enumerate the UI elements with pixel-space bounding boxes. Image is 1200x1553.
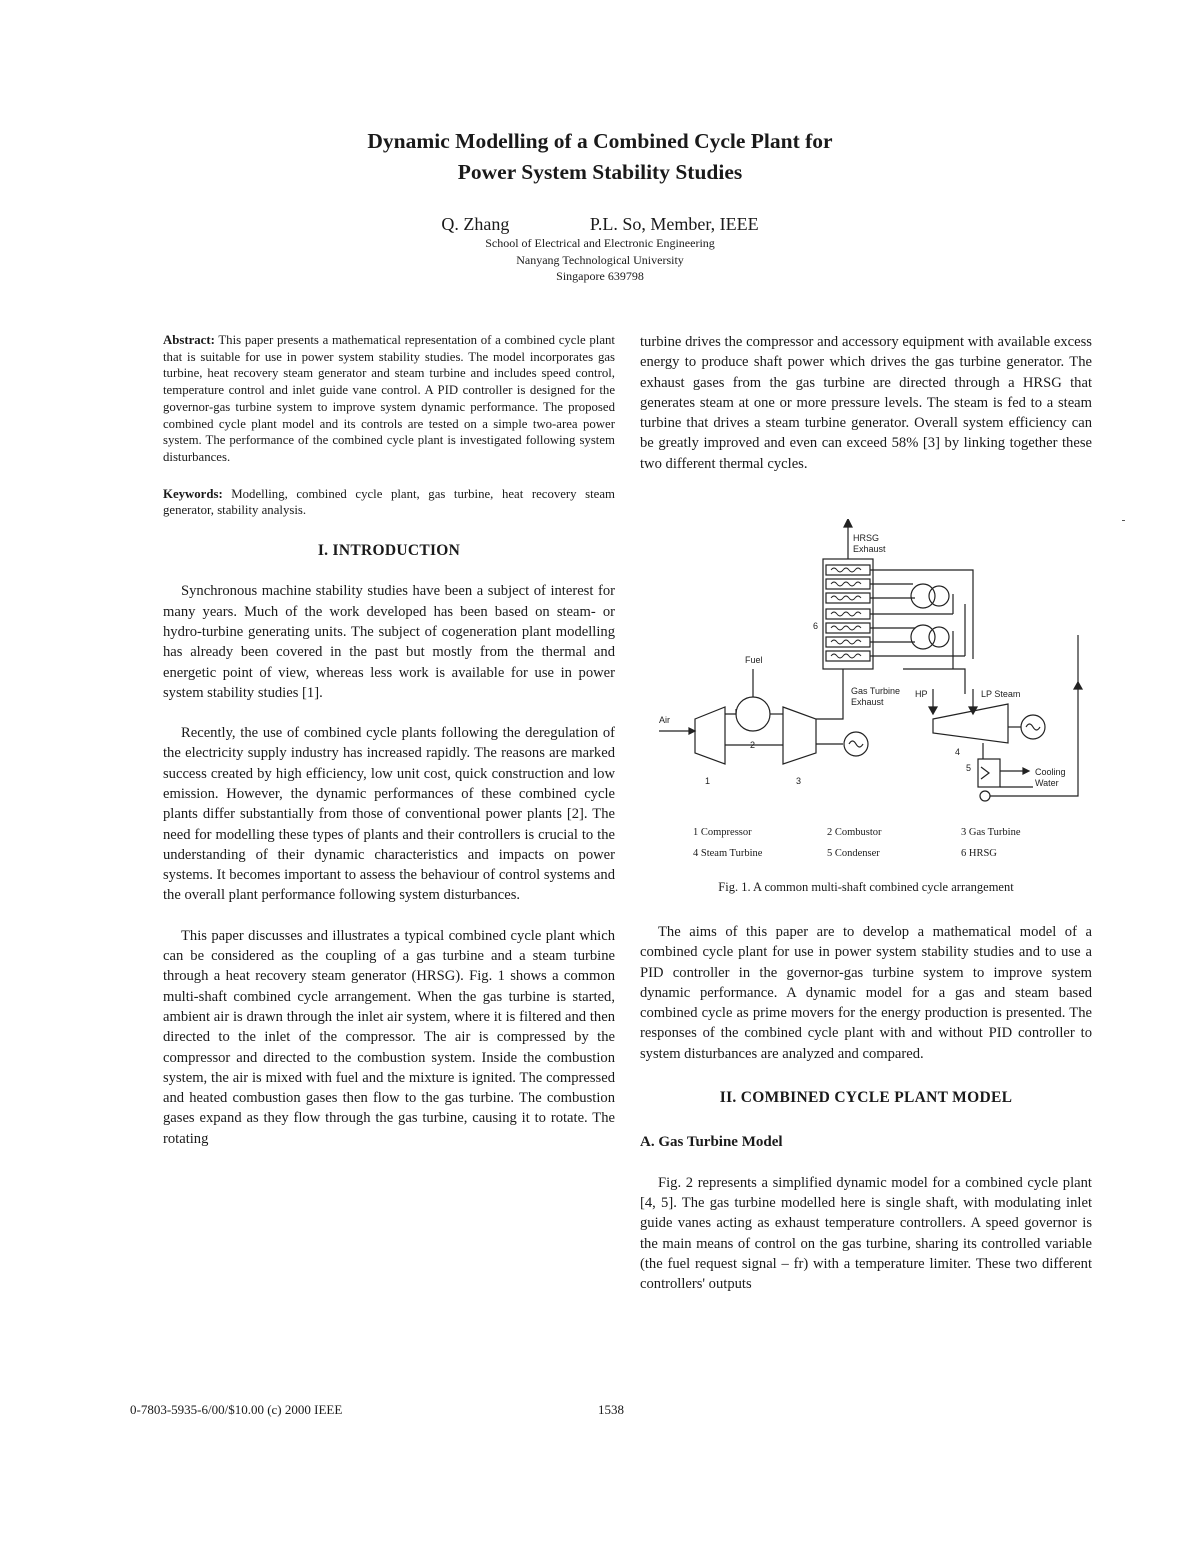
drum-1 (911, 584, 935, 608)
keywords (163, 486, 615, 519)
affiliation (0, 235, 1200, 285)
legend-item-combustor: 2 Combustor (827, 827, 882, 838)
subsection-heading-gas-turbine: A. Gas Turbine Model (640, 1134, 783, 1151)
legend-item-gas-turbine: 3 Gas Turbine (961, 827, 1021, 838)
abstract-text: This paper presents a mathematical representation of a combined cycle plant that is suitable for use in power system stability studies. The model incorporates gas turbine, heat recovery steam generator and steam turbine and includes speed control, temperature control and inlet guide vane control. A PID controller is designed for the governor-gas turbine system to improve system dynamic performance. The proposed combined cycle plant model and its controls are tested on a simple two-area power system. The performance of the combined cycle plant is investigated following system disturbances. (163, 333, 615, 464)
author-list (0, 212, 1200, 236)
legend-item-condenser: 5 Condenser (827, 848, 880, 859)
condenser-coil (981, 767, 989, 779)
legend-item-hrsg: 6 HRSG (961, 848, 997, 859)
figure-caption: Fig. 1. A common multi-shaft combined cycle arrangement (718, 880, 1014, 894)
label-5: 5 (966, 763, 972, 773)
coil-waves (831, 568, 861, 658)
coil-3 (826, 593, 870, 603)
label-1: 1 (705, 776, 711, 786)
coil-1 (826, 565, 870, 575)
title-line-2: Power System Stability Studies (457, 160, 743, 184)
condensate-pump (980, 791, 990, 801)
left-column (163, 332, 615, 1149)
author-2: P.L. So, Member, IEEE (589, 214, 759, 234)
combined-cycle-diagram (653, 519, 1093, 819)
intro-paragraph-3: This paper discusses and illustrates a typical combined cycle plant which can be considered as the coupling of a gas turbine and a steam turbine through a heat recovery steam generator (HRSG). Fig. 1 shows a common multi-shaft combined cycle arrangement. When the gas turbine is started, ambient air is drawn through the inlet air system, where it is filtered and then directed to the inlet of the compressor. The air is compressed by the compressor and directed to the combustion system. Inside the combustion system, the air is mixed with fuel and the mixture is ignited. The compressed and heated combustion gases then flow to the gas turbine. The combustion gases expand as they flow through the gas turbine, causing it to rotate. The rotating (163, 927, 615, 1147)
right-paragraph-2: The aims of this paper are to develop a mathematical model of a combined cycle plant for use in power system stability studies and to use a PID controller in the governor-gas turbine system to improve system dynamic performance. A dynamic model for a gas and steam based combined cycle as prime movers for the energy production is presented. The responses of the combined cycle plant with and without PID controller to system disturbances are analyzed and compared. (640, 924, 1092, 1062)
water-label: Water (1035, 778, 1059, 788)
legend-item-steam-turbine: 4 Steam Turbine (693, 848, 763, 859)
intro-paragraph-2: Recently, the use of combined cycle plants following the deregulation of the electricity supply industry has increased rapidly. The reasons are marked success created by high efficiency, low unit cost, quick construction and low emission. However, the dynamic performances of these combined cycle plants differ substantially from those of conventional power plants [2]. The need for modelling these types of plants and their controllers is crucial to the understanding of their dynamic characteristics and impacts on power systems. It becomes important to assess the behaviour of control systems and the overall plant performance following system disturbances. (163, 725, 615, 904)
margin-mark (1122, 520, 1125, 521)
air-arrow (689, 728, 695, 734)
compressor (695, 707, 725, 764)
hp-label: HP (915, 689, 928, 699)
right-column-top (640, 332, 1092, 474)
combustor (736, 697, 770, 731)
intro-paragraph-1: Synchronous machine stability studies have been a subject of interest for many years. Much of the work developed has been based on steam- or hydro-turbine generating units. The subject of cogeneration plant modelling has already been covered in the past but mostly from the thermal and energetic point of view, whereas less work is available for use in power system stability studies [1]. (163, 583, 615, 701)
hrsg-piping (870, 570, 973, 659)
label-3: 3 (796, 776, 802, 786)
gas-turbine (783, 707, 816, 764)
legend-row-1 (693, 822, 1073, 843)
keywords-label: Keywords: (163, 486, 223, 501)
right-paragraph-3: Fig. 2 represents a simplified dynamic model for a combined cycle plant [4, 5]. The gas turbine modelled here is single shaft, with modulating inlet guide vanes acting as exhaust temperature controllers. A speed governor is the main means of control on the gas turbine, sharing its controlled variable (the fuel request signal – fr) with a temperature limiter. These two different controllers' outputs (640, 1174, 1092, 1293)
section-heading-model: II. COMBINED CYCLE PLANT MODEL (719, 1089, 1013, 1107)
cooling-label: Cooling (1035, 767, 1066, 777)
section-heading-introduction: I. INTRODUCTION (317, 542, 461, 560)
abstract-label: Abstract: (163, 333, 215, 347)
paper-title (0, 126, 1200, 188)
fuel-label: Fuel (745, 655, 763, 665)
exhaust-label: Exhaust (853, 544, 886, 554)
gas-exhaust-label: Exhaust (851, 697, 884, 707)
gas-exhaust-duct (816, 669, 843, 719)
gas-turbine-label: Gas Turbine (851, 686, 901, 696)
coil-6 (826, 637, 870, 647)
affiliation-line-3: Singapore 639798 (556, 269, 644, 283)
label-2: 2 (750, 740, 756, 750)
right-column-bottom (640, 922, 1092, 1294)
st-generator-wave (1026, 724, 1040, 730)
hrsg-exhaust-arrow (844, 519, 852, 527)
coil-7 (826, 651, 870, 661)
abstract (163, 332, 615, 466)
page-number: 1538 (598, 1402, 624, 1417)
legend-item-compressor: 1 Compressor (693, 827, 752, 838)
affiliation-line-1: School of Electrical and Electronic Engineering (485, 236, 715, 250)
drum-piping (903, 594, 965, 694)
cooling-arrow (1023, 768, 1029, 774)
copyright-notice: 0-7803-5935-6/00/$10.00 (c) 2000 IEEE (130, 1402, 343, 1417)
author-1: Q. Zhang (441, 214, 510, 234)
label-6: 6 (813, 621, 819, 631)
right-paragraph-1: turbine drives the compressor and accessory equipment with available excess energy to produce shaft power which drives the gas turbine generator. The exhaust gases from the gas turbine are directed through a HRSG that generates steam at one or more pressure levels. The steam is fed to a steam turbine that drives a steam turbine generator. Overall system efficiency can be greatly improved and even can exceed 58% [3] by linking together these two different thermal cycles. (640, 334, 1092, 472)
title-line-1: Dynamic Modelling of a Combined Cycle Plant for (367, 129, 833, 153)
lp-steam-label: LP Steam (981, 689, 1021, 699)
hrsg-label: HRSG (853, 533, 880, 543)
figure-legend (693, 822, 1073, 864)
coil-2 (826, 579, 870, 589)
affiliation-line-2: Nanyang Technological University (516, 252, 684, 267)
keywords-text: Modelling, combined cycle plant, gas turbine, heat recovery steam generator, stability analysis. (163, 486, 615, 518)
hp-arrow (929, 707, 937, 714)
label-4: 4 (955, 747, 961, 757)
hrsg-coils (826, 565, 870, 661)
steam-supply-lines (933, 689, 973, 711)
coil-4 (826, 609, 870, 619)
drum-2 (911, 625, 935, 649)
feedwater-arrow (1074, 682, 1082, 689)
coil-5 (826, 623, 870, 633)
gt-generator-wave (849, 741, 863, 747)
air-label: Air (659, 715, 670, 725)
pump-1 (929, 586, 949, 606)
pump-2 (929, 627, 949, 647)
legend-row-2 (693, 843, 1073, 864)
compressor-outlet (725, 709, 736, 714)
